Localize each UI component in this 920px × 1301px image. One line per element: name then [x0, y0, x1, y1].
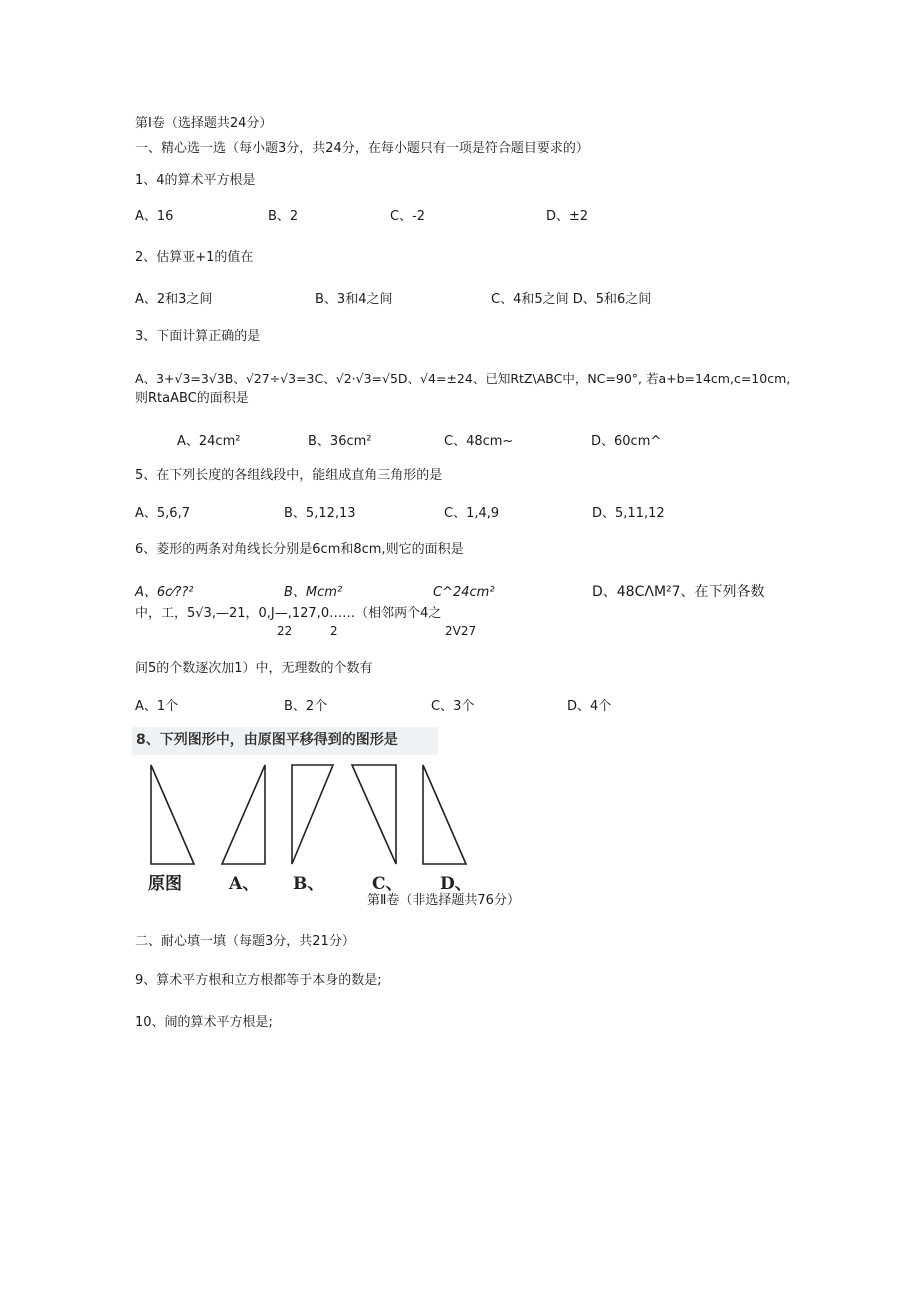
q7-option-b: B、2个	[284, 699, 328, 714]
q1-option-d: D、±2	[546, 209, 589, 224]
part2-title: 第Ⅱ卷（非选择题共76分）	[367, 893, 520, 908]
q4-option-b: B、36cm²	[308, 434, 372, 449]
q8-title: 8、下列图形中，由原图平移得到的图形是	[136, 732, 398, 748]
q2-option-a: A、2和3之间	[135, 292, 213, 307]
q7-subscript-2: 2	[330, 624, 338, 638]
q7-option-d: D、4个	[567, 699, 612, 714]
q6-option-a: A、6c⁄??²	[135, 585, 194, 600]
part1-title: 第Ⅰ卷（选择题共24分）	[135, 116, 273, 131]
q8-label-original: 原图	[148, 874, 182, 894]
q6-option-d-q7-start: D、48CΛM²7、在下列各数	[592, 584, 765, 600]
section2-title: 二、耐心填一填（每题3分，共21分）	[135, 934, 355, 949]
q2-stem: 2、估算亚+1的值在	[135, 250, 254, 265]
q4-option-d: D、60cm^	[591, 434, 662, 449]
q5-option-b: B、5,12,13	[284, 506, 356, 521]
q6-option-c: C^24cm²	[433, 585, 495, 600]
q1-option-a: A、16	[135, 209, 174, 224]
q8-triangle-figure	[130, 757, 480, 897]
q5-option-d: D、5,11,12	[592, 506, 665, 521]
triangle-option-b	[292, 765, 333, 864]
triangle-original	[151, 765, 194, 864]
triangle-option-d	[423, 765, 466, 864]
q2-option-b: B、3和4之间	[315, 292, 393, 307]
q5-stem: 5、在下列长度的各组线段中，能组成直角三角形的是	[135, 468, 443, 483]
q7-line1: 中，工，5√3,—21，0,J—,127,0……（相邻两个4之	[135, 606, 442, 621]
q8-label-c: C、	[372, 874, 403, 894]
q6-option-b: B、Mcm²	[284, 585, 343, 600]
q7-subscript-3: 2V27	[445, 624, 477, 638]
q8-label-b: B、	[293, 874, 325, 894]
q1-option-b: B、2	[268, 209, 299, 224]
q8-label-d: D、	[440, 874, 472, 894]
section1-title: 一、精心选一选（每小题3分，共24分，在每小题只有一项是符合题目要求的）	[135, 141, 589, 156]
q7-option-c: C、3个	[431, 699, 475, 714]
q1-option-c: C、-2	[390, 209, 426, 224]
q6-stem: 6、菱形的两条对角线长分别是6cm和8cm,则它的面积是	[135, 542, 464, 557]
q7-line2: 间5的个数逐次加1）中，无理数的个数有	[135, 661, 373, 676]
triangle-option-c	[352, 765, 396, 864]
q10-stem: 10、闹的算术平方根是;	[135, 1015, 273, 1030]
q4-option-c: C、48cm~	[444, 434, 514, 449]
triangle-option-a	[222, 765, 265, 864]
q7-option-a: A、1个	[135, 699, 179, 714]
q7-subscript-1: 22	[277, 624, 293, 638]
q9-stem: 9、算术平方根和立方根都等于本身的数是;	[135, 973, 382, 988]
q5-option-a: A、5,6,7	[135, 506, 190, 521]
q4-option-a: A、24cm²	[177, 434, 241, 449]
q3-stem: 3、下面计算正确的是	[135, 329, 261, 344]
q8-label-a: A、	[229, 874, 260, 894]
q2-option-cd: C、4和5之间 D、5和6之间	[491, 292, 652, 307]
q5-option-c: C、1,4,9	[444, 506, 500, 521]
q4-stem-cont: 则RtaABC的面积是	[135, 391, 249, 406]
q1-stem: 1、4的算术平方根是	[135, 173, 256, 188]
q3-options-line: A、3+√3=3√3B、√27÷√3=3C、√2·√3=√5D、√4=±24、已知RtZ\ABC中，NC=90°, 若a+b=14cm,c=10cm,	[135, 371, 791, 386]
